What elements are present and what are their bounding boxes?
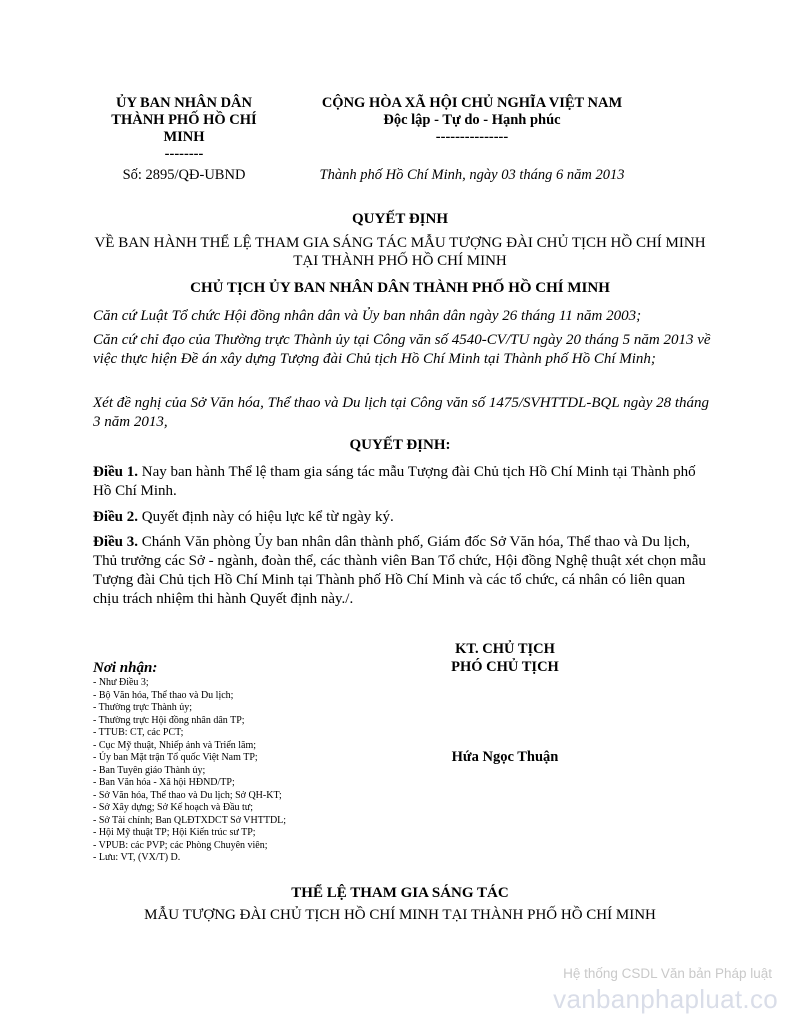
decision-authority: CHỦ TỊCH ỦY BAN NHÂN DÂN THÀNH PHỐ HỒ CHÍ MINH [190,280,610,296]
decides-heading: QUYẾT ĐỊNH: [349,437,451,453]
issuing-authority-divider: -------- [164,146,204,162]
article-label: Điều 2. [93,509,138,525]
recipient-item: - Ủy ban Mặt trận Tổ quốc Việt Nam TP; [93,752,258,763]
recipient-item: - Thường trực Thành ủy; [93,702,193,713]
recipient-item: - Bộ Văn hóa, Thể thao và Du lịch; [93,689,234,701]
recipient-item: - Như Điều 3; [93,677,149,688]
article-text: Chánh Văn phòng Ủy ban nhân dân thành phố, Giám đốc Sở Văn hóa, Thể thao và Du lịch, Thủ trưởng các Sở - ngành, đoàn thể, các thành viên Ban Tổ chức, Hội đồng Nghệ thuật xét chọn mẫu Tượng đài Chủ tịch Hồ Chí Minh tại Thành phố Hồ Chí Minh và các tổ chức, cá nhân có liên quan chịu trách nhiệm thi hành Quyết định này./. [93,534,706,607]
watermark-caption: Hệ thống CSDL Văn bản Pháp luật [563,966,772,981]
recipient-item: - Sở Tài chính; Ban QLĐTXDCT Sở VHTTDL; [93,814,287,826]
recipient-item: - Hội Mỹ thuật TP; Hội Kiến trúc sư TP; [93,827,256,838]
issuing-authority-block [84,95,284,163]
article [93,508,713,527]
legal-basis: Căn cứ chỉ đạo của Thường trực Thành ủy tại Công văn số 4540-CV/TU ngày 20 tháng 5 năm 2013 về việc thực hiện Đề án xây dựng Tượng đài Chủ tịch Hồ Chí Minh tại Thành phố Hồ Chí Minh; [93,332,711,367]
article-label: Điều 1. [93,464,138,480]
recipient-item: - Lưu: VT, (VX/T) D. [93,852,181,863]
decision-title: QUYẾT ĐỊNH [352,211,448,227]
signature-position: PHÓ CHỦ TỊCH [451,659,559,675]
signer-name: Hứa Ngọc Thuận [451,749,559,765]
watermark-site: vanbanphapluat.co [553,984,778,1014]
recipients-list [93,677,393,865]
national-motto-block [292,95,652,146]
article [93,533,713,609]
decision-subject: VỀ BAN HÀNH THỂ LỆ THAM GIA SÁNG TÁC MẪU TƯỢNG ĐÀI CHỦ TỊCH HỒ CHÍ MINH TẠI THÀNH PHỐ HỒ CHÍ MINH [94,235,706,269]
article [93,463,713,501]
recipient-item: - Thường trực Hội đồng nhân dân TP; [93,714,245,726]
recipient-item: - Ban Tuyên giáo Thành ủy; [93,764,206,776]
article-text: Quyết định này có hiệu lực kể từ ngày ký. [138,509,394,525]
recipient-item: - Cục Mỹ thuật, Nhiếp ảnh và Triển lãm; [93,739,257,751]
issuing-authority-line: ỦY BAN NHÂN DÂN [115,95,252,111]
recipient-item: - TTUB: CT, các PCT; [93,727,184,738]
signature-title: KT. CHỦ TỊCH [455,641,555,657]
rules-subtitle: MẪU TƯỢNG ĐÀI CHỦ TỊCH HỒ CHÍ MINH TẠI THÀNH PHỐ HỒ CHÍ MINH [144,907,656,923]
place-date: Thành phố Hồ Chí Minh, ngày 03 tháng 6 năm 2013 [319,167,625,183]
legal-basis: Xét đề nghị của Sở Văn hóa, Thể thao và Du lịch tại Công văn số 1475/SVHTTDL-BQL ngày 28 tháng 3 năm 2013, [93,395,710,430]
article-text: Nay ban hành Thể lệ tham gia sáng tác mẫu Tượng đài Chủ tịch Hồ Chí Minh tại Thành phố Hồ Chí Minh. [93,464,696,499]
recipients-heading: Nơi nhận: [93,660,158,676]
article-label: Điều 3. [93,534,138,550]
signature-title-block [400,640,610,676]
motto-divider: --------------- [435,129,509,145]
country-name: CỘNG HÒA XÃ HỘI CHỦ NGHĨA VIỆT NAM [321,95,623,111]
issuing-authority-line: MINH [163,129,205,145]
recipient-item: - Sở Văn hóa, Thể thao và Du lịch; Sở QH-KT; [93,789,282,801]
recipient-item: - Ban Văn hóa - Xã hội HĐND/TP; [93,777,235,788]
issuing-authority-line: THÀNH PHỐ HỒ CHÍ [111,112,257,128]
legal-basis: Căn cứ Luật Tổ chức Hội đồng nhân dân và Ủy ban nhân dân ngày 26 tháng 11 năm 2003; [93,308,642,324]
national-motto: Độc lập - Tự do - Hạnh phúc [383,112,561,128]
document-number: Số: 2895/QĐ-UBND [122,167,246,183]
recipient-item: - Sở Xây dựng; Sở Kế hoạch và Đầu tư; [93,802,253,813]
rules-title: THỂ LỆ THAM GIA SÁNG TÁC [291,885,509,901]
recipient-item: - VPUB: các PVP; các Phòng Chuyên viên; [93,839,268,851]
